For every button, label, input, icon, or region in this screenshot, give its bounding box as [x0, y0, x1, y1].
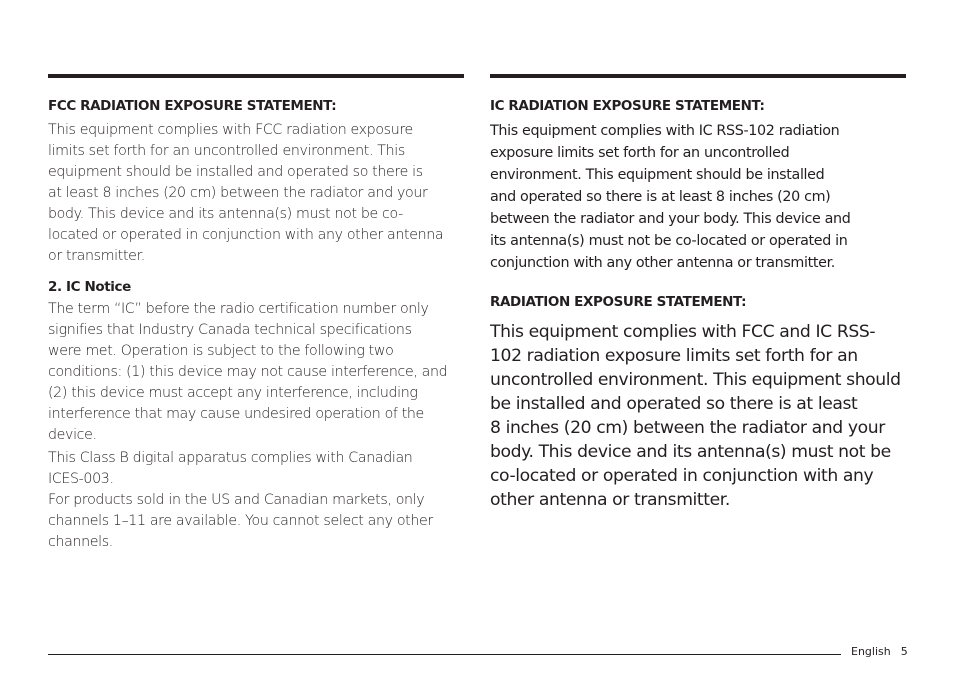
ic-notice-line: device. — [48, 427, 97, 443]
fcc-line: or transmitter. — [48, 248, 145, 264]
ic-notice-line: (2) this device must accept any interference, including — [48, 385, 418, 401]
radiation-exposure-line: other antenna or transmitter. — [490, 490, 730, 510]
footer-rule — [48, 654, 841, 655]
fcc-paragraph — [48, 120, 464, 267]
ic-radiation-line: and operated so there is at least 8 inches (20 cm) — [490, 189, 831, 205]
class-b-line: This Class B digital apparatus complies with Canadian — [48, 450, 413, 466]
radiation-exposure-line: 102 radiation exposure limits set forth for an — [490, 346, 858, 366]
fcc-heading: FCC RADIATION EXPOSURE STATEMENT: — [48, 98, 337, 114]
ic-radiation-line: conjunction with any other antenna or transmitter. — [490, 255, 835, 271]
ic-radiation-line: its antenna(s) must not be co-located or operated in — [490, 233, 848, 249]
radiation-exposure-line: uncontrolled environment. This equipment should — [490, 370, 901, 390]
ic-notice-line: signifies that Industry Canada technical specifications — [48, 322, 412, 338]
radiation-exposure-line: be installed and operated so there is at least — [490, 394, 858, 414]
products-line: channels. — [48, 534, 113, 550]
radiation-exposure-line: This equipment complies with FCC and IC RSS- — [490, 322, 876, 342]
right-column — [490, 74, 906, 512]
ic-notice-line: The term “IC” before the radio certification number only — [48, 301, 429, 317]
fcc-line: located or operated in conjunction with any other antenna — [48, 227, 444, 243]
radiation-exposure-line: body. This device and its antenna(s) must not be — [490, 442, 891, 462]
ic-notice-line: conditions: (1) this device may not cause interference, and — [48, 364, 448, 380]
ic-notice-paragraph — [48, 299, 464, 446]
fcc-line: at least 8 inches (20 cm) between the radiator and your — [48, 185, 428, 201]
ic-radiation-paragraph — [490, 120, 906, 274]
ic-notice-line: interference that may cause undesired operation of the — [48, 406, 424, 422]
radiation-exposure-line: 8 inches (20 cm) between the radiator and your — [490, 418, 885, 438]
fcc-line: limits set forth for an uncontrolled environment. This — [48, 143, 405, 159]
ic-notice-heading: 2. IC Notice — [48, 279, 131, 295]
ic-radiation-line: environment. This equipment should be installed — [490, 167, 825, 183]
fcc-line: equipment should be installed and operated so there is — [48, 164, 423, 180]
products-line: channels 1–11 are available. You cannot select any other — [48, 513, 433, 529]
radiation-exposure-paragraph — [490, 320, 906, 512]
ic-radiation-line: exposure limits set forth for an uncontrolled — [490, 145, 790, 161]
fcc-line: body. This device and its antenna(s) must not be co- — [48, 206, 403, 222]
ic-radiation-heading: IC RADIATION EXPOSURE STATEMENT: — [490, 98, 765, 114]
ic-radiation-line: between the radiator and your body. This device and — [490, 211, 851, 227]
class-b-paragraph — [48, 448, 464, 490]
left-top-rule — [48, 74, 464, 78]
products-line: For products sold in the US and Canadian markets, only — [48, 492, 425, 508]
products-paragraph — [48, 490, 464, 553]
ic-radiation-line: This equipment complies with IC RSS-102 radiation — [490, 123, 840, 139]
class-b-line: ICES-003. — [48, 471, 114, 487]
footer — [851, 645, 908, 659]
ic-notice-line: were met. Operation is subject to the following two — [48, 343, 394, 359]
fcc-line: This equipment complies with FCC radiation exposure — [48, 122, 413, 138]
radiation-exposure-heading: RADIATION EXPOSURE STATEMENT: — [490, 294, 747, 310]
footer-language: English — [851, 645, 891, 658]
right-top-rule — [490, 74, 906, 78]
page-number: 5 — [900, 645, 908, 658]
left-column — [48, 74, 464, 553]
radiation-exposure-line: co-located or operated in conjunction with any — [490, 466, 874, 486]
